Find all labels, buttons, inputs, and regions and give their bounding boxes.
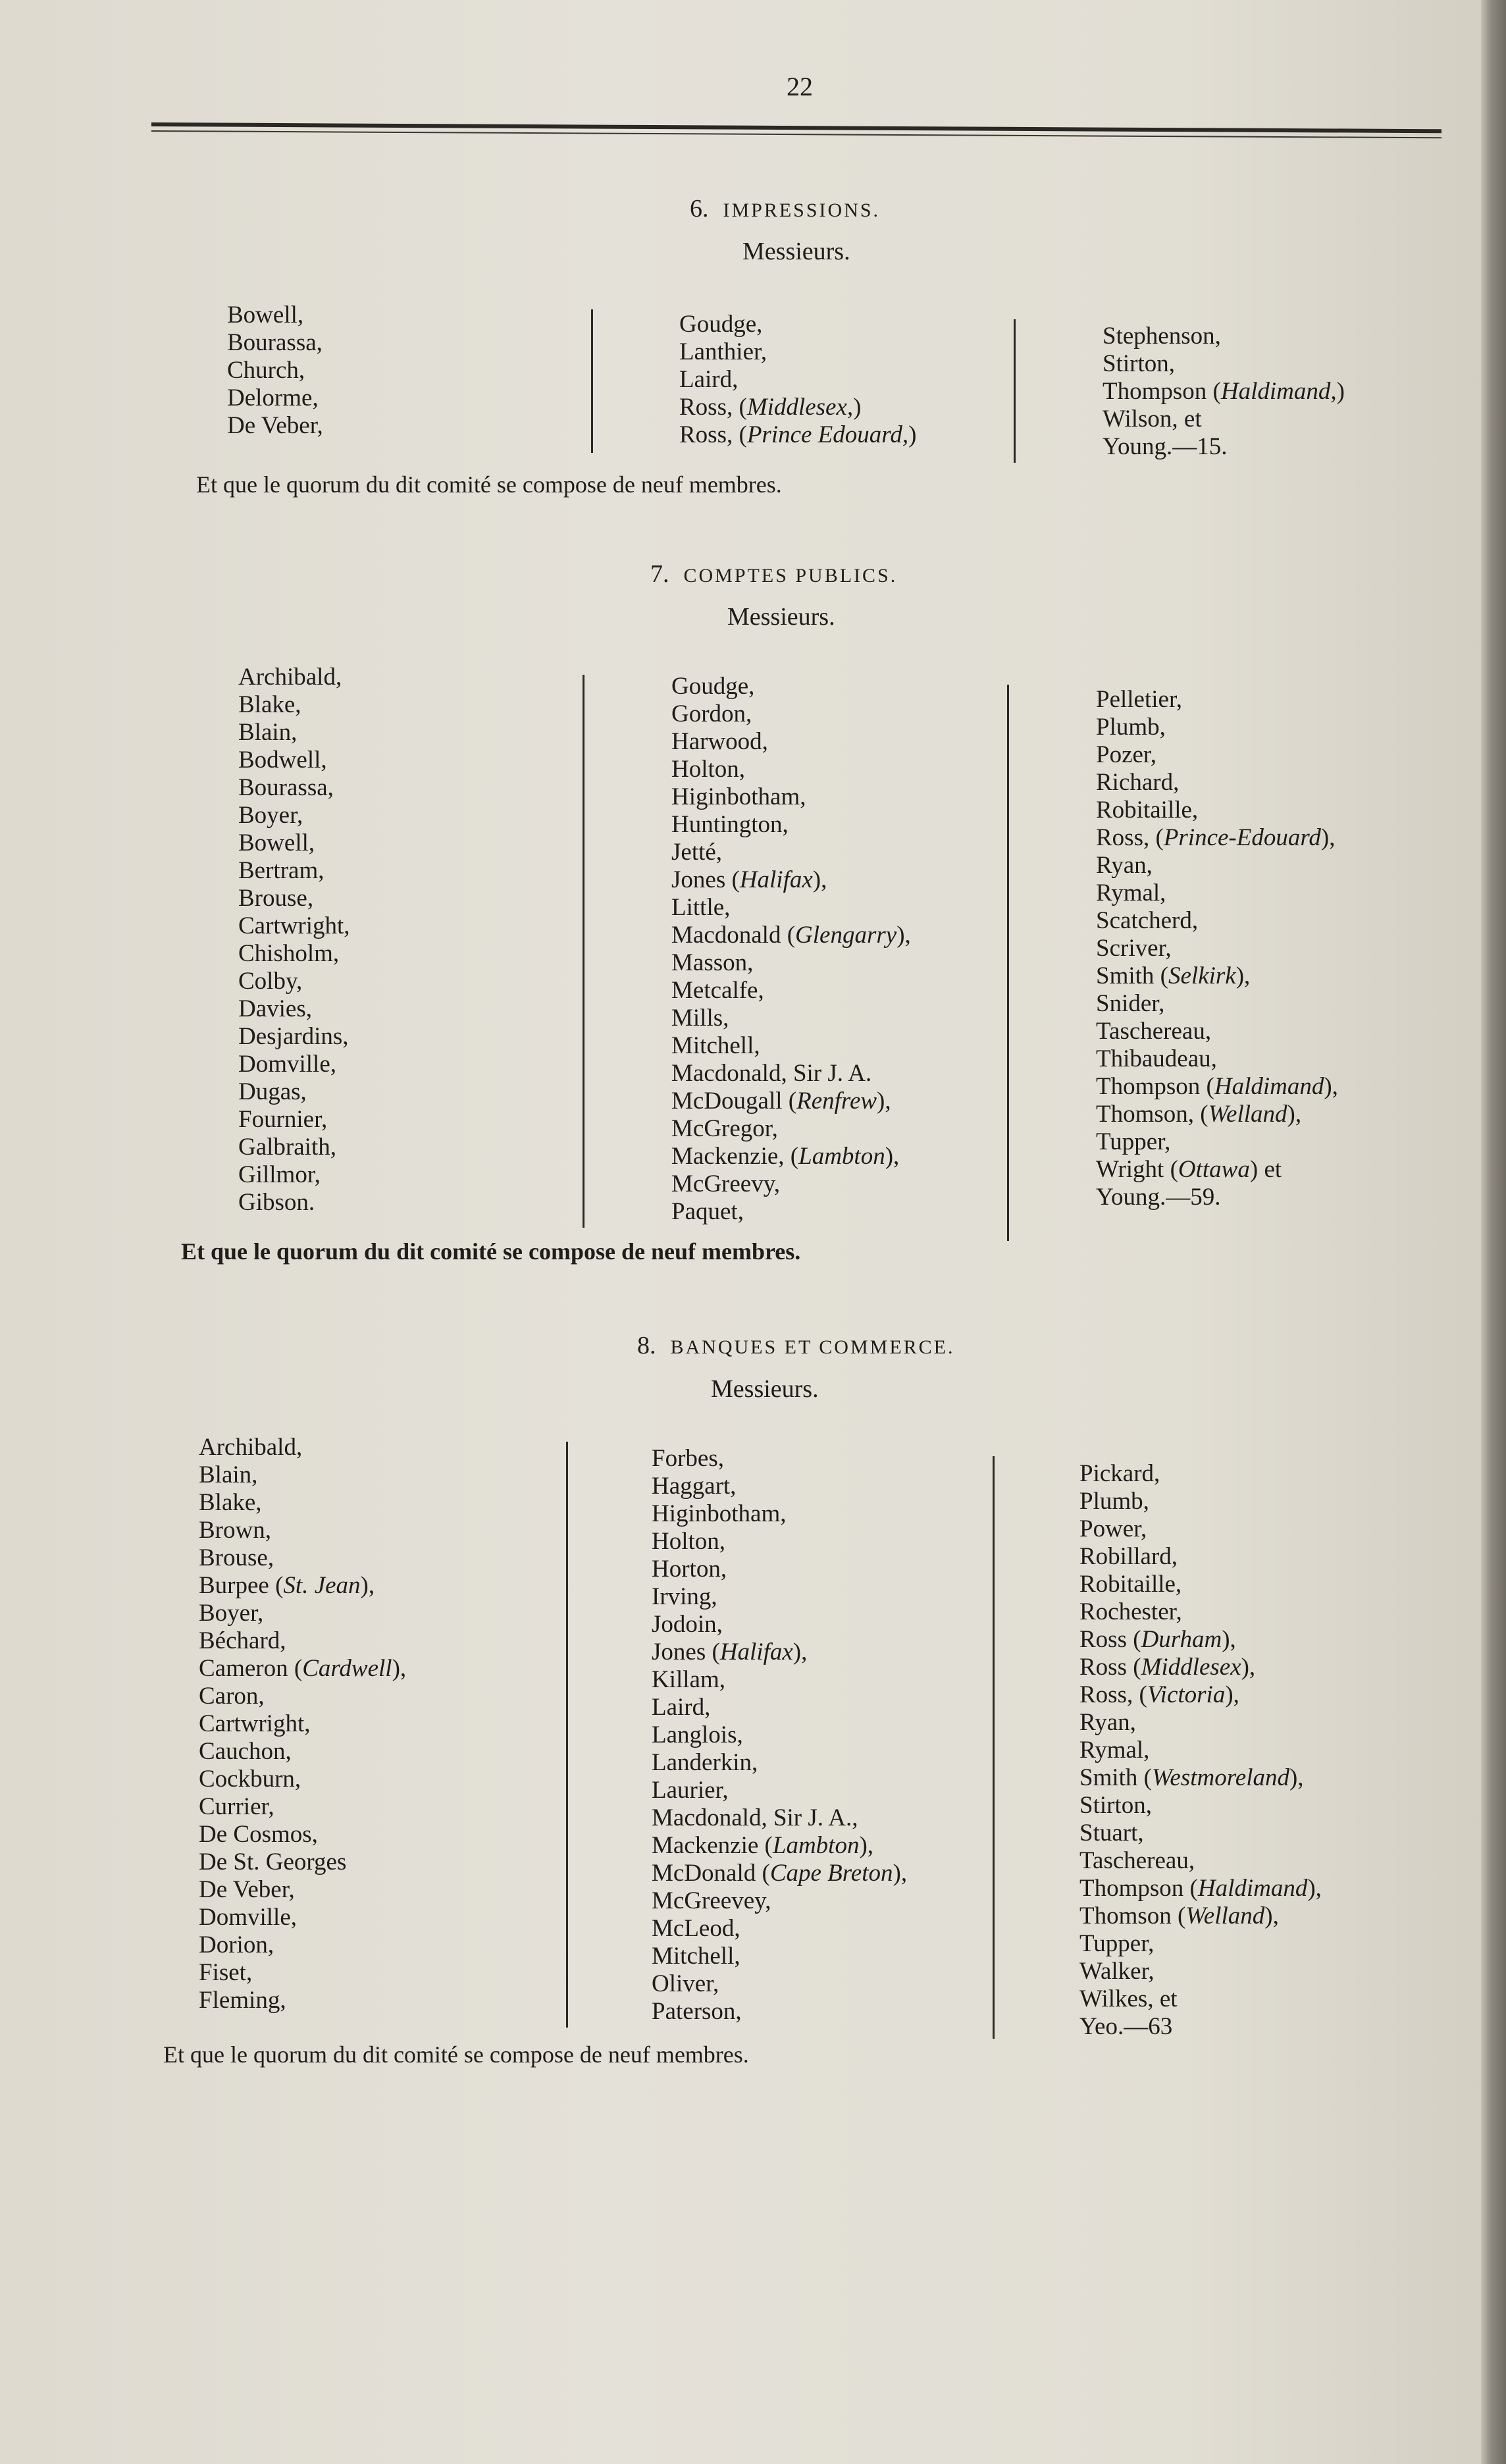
member-name: Wilkes, et [1079, 1985, 1178, 2012]
member-name: Domville, [238, 1051, 337, 1078]
member-name: Goudge, [679, 311, 763, 338]
member-name: De Cosmos, [199, 1821, 318, 1848]
member-name: Boyer, [238, 802, 303, 829]
column-divider [993, 1456, 995, 2039]
member-name: Mackenzie, (Lambton), [671, 1143, 900, 1170]
member-name: Power, [1079, 1515, 1147, 1542]
member-name: Robitaille, [1096, 797, 1199, 824]
member-name: Cauchon, [199, 1738, 292, 1765]
member-name: Taschereau, [1079, 1847, 1195, 1874]
member-name: McGreevey, [652, 1887, 771, 1914]
member-name: Desjardins, [238, 1023, 349, 1050]
member-column-2 [652, 1445, 907, 2026]
member-name: Church, [227, 357, 305, 384]
member-name: Brown, [199, 1517, 271, 1544]
member-name: Tupper, [1096, 1128, 1171, 1155]
section-title: IMPRESSIONS. [723, 199, 881, 221]
section-heading [637, 1331, 954, 1360]
member-name: Smith (Selkirk), [1096, 962, 1251, 989]
page-number: 22 [787, 72, 813, 101]
member-name: Holton, [671, 756, 746, 783]
member-name: Cartwright, [238, 912, 350, 939]
member-name: Yeo.—63 [1079, 2013, 1173, 2040]
member-name: Burpee (St. Jean), [199, 1572, 375, 1599]
member-name: Ryan, [1096, 852, 1153, 879]
member-name: Archibald, [199, 1434, 303, 1461]
member-name: McDougall (Renfrew), [671, 1088, 891, 1114]
member-name: Masson, [671, 949, 754, 976]
member-name: Gillmor, [238, 1161, 321, 1188]
messieurs-label: Messieurs. [727, 603, 835, 631]
member-name: Gordon, [671, 700, 752, 727]
member-name: Wright (Ottawa) et [1096, 1156, 1282, 1183]
member-column-1 [227, 301, 323, 440]
section-title: BANQUES ET COMMERCE. [670, 1336, 955, 1358]
member-name: Bodwell, [238, 747, 327, 773]
member-name: Currier, [199, 1793, 274, 1820]
member-name: Richard, [1096, 769, 1180, 796]
member-name: Holton, [652, 1528, 726, 1555]
member-name: Domville, [199, 1904, 298, 1931]
section-number: 8. [637, 1332, 656, 1359]
member-name: McDonald (Cape Breton), [652, 1860, 908, 1887]
member-name: De Veber, [227, 412, 323, 439]
member-name: Macdonald (Glengarry), [671, 922, 911, 949]
member-name: Harwood, [671, 728, 768, 755]
member-name: Fournier, [238, 1106, 328, 1133]
member-name: Taschereau, [1096, 1018, 1212, 1045]
member-name: Haggart, [652, 1473, 737, 1500]
member-name: Irving, [652, 1583, 717, 1610]
member-name: Davies, [238, 995, 312, 1022]
member-name: Blain, [199, 1461, 258, 1488]
member-name: Ross (Durham), [1079, 1626, 1236, 1653]
member-column-3 [1079, 1460, 1322, 2041]
member-name: Ross (Middlesex), [1079, 1654, 1256, 1681]
member-column-3 [1096, 686, 1338, 1211]
member-name: Mackenzie (Lambton), [652, 1832, 874, 1859]
member-name: Robillard, [1079, 1543, 1178, 1570]
member-name: Macdonald, Sir J. A., [652, 1804, 858, 1831]
column-divider [1014, 319, 1016, 463]
member-name: Blain, [238, 719, 298, 746]
member-name: Thompson (Haldimand), [1096, 1073, 1338, 1100]
quorum-note: Et que le quorum du dit comité se compose de neuf membres. [196, 471, 782, 498]
member-name: Bourassa, [238, 774, 334, 801]
member-name: Dugas, [238, 1078, 307, 1105]
member-name: Rochester, [1079, 1598, 1182, 1625]
member-name: Walker, [1079, 1958, 1155, 1985]
member-name: Paterson, [652, 1998, 742, 2025]
member-name: Stirton, [1079, 1792, 1152, 1819]
member-name: De St. Georges [199, 1848, 347, 1875]
member-name: Cameron (Cardwell), [199, 1655, 407, 1682]
member-column-3 [1103, 323, 1345, 461]
quorum-text: Et que le quorum du dit comité se compose de neuf membres. [181, 1238, 801, 1265]
member-name: Stuart, [1079, 1820, 1144, 1847]
member-name: De Veber, [199, 1876, 295, 1903]
member-name: Thomson, (Welland), [1096, 1101, 1302, 1128]
section-number: 6. [690, 195, 709, 223]
quorum-note: Et que le quorum du dit comité se compose de neuf membres. [163, 2041, 749, 2068]
quorum-note [181, 1238, 800, 1265]
member-name: Thompson (Haldimand), [1079, 1875, 1322, 1902]
member-name: Killam, [652, 1666, 726, 1693]
messieurs-label: Messieurs. [711, 1375, 819, 1403]
column-divider [1007, 685, 1009, 1241]
member-name: Fleming, [199, 1987, 286, 2014]
member-column-1 [238, 664, 350, 1217]
member-name: Young.—15. [1103, 433, 1228, 460]
member-name: Horton, [652, 1556, 727, 1583]
member-name: Stephenson, [1103, 323, 1221, 350]
member-name: Rymal, [1096, 879, 1166, 906]
member-name: Plumb, [1079, 1488, 1149, 1515]
member-name: Archibald, [238, 664, 342, 691]
member-name: McGreevy, [671, 1170, 781, 1197]
member-name: Ross, (Prince Edouard,) [679, 421, 917, 448]
member-column-2 [671, 673, 911, 1226]
member-name: Caron, [199, 1683, 265, 1710]
member-name: Pelletier, [1096, 686, 1183, 713]
member-name: Laird, [679, 366, 739, 393]
member-name: Little, [671, 894, 731, 921]
member-name: Bertram, [238, 857, 325, 884]
member-name: Tupper, [1079, 1930, 1155, 1957]
member-name: Mitchell, [671, 1032, 760, 1059]
member-name: Ross, (Middlesex,) [679, 394, 862, 421]
member-name: Thomson (Welland), [1079, 1902, 1279, 1929]
member-name: Chisholm, [238, 940, 340, 967]
member-name: Thompson (Haldimand,) [1103, 378, 1345, 405]
member-name: Metcalfe, [671, 977, 764, 1004]
member-name: Dorion, [199, 1931, 274, 1958]
member-name: Ross, (Victoria), [1079, 1681, 1239, 1708]
member-name: Galbraith, [238, 1134, 336, 1161]
member-name: Colby, [238, 968, 303, 995]
member-column-2 [679, 311, 916, 449]
member-name: Plumb, [1096, 714, 1166, 741]
member-name: Wilson, et [1103, 406, 1202, 433]
member-name: Macdonald, Sir J. A. [671, 1060, 872, 1087]
member-name: Brouse, [238, 885, 314, 912]
member-column-1 [199, 1434, 406, 2014]
member-name: Brouse, [199, 1544, 274, 1571]
member-name: Cockburn, [199, 1766, 301, 1793]
member-name: Smith (Westmoreland), [1079, 1764, 1304, 1791]
member-name: Rymal, [1079, 1737, 1150, 1764]
member-name: Bourassa, [227, 329, 323, 356]
column-divider [591, 309, 593, 453]
member-name: Bowell, [227, 301, 304, 328]
member-name: Gibson. [238, 1189, 315, 1216]
member-name: Landerkin, [652, 1749, 758, 1776]
member-name: Young.—59. [1096, 1184, 1221, 1211]
member-name: Scriver, [1096, 935, 1172, 962]
member-name: Paquet, [671, 1198, 744, 1225]
member-name: Forbes, [652, 1445, 724, 1472]
column-divider [583, 675, 584, 1228]
member-name: Cartwright, [199, 1710, 311, 1737]
member-name: Pickard, [1079, 1460, 1160, 1487]
member-name: Pozer, [1096, 741, 1157, 768]
column-divider [566, 1442, 568, 2028]
page-edge [1481, 0, 1506, 2464]
member-name: Delorme, [227, 384, 319, 411]
member-name: Béchard, [199, 1627, 286, 1654]
member-name: Huntington, [671, 811, 789, 838]
member-name: Langlois, [652, 1721, 743, 1748]
messieurs-label: Messieurs. [742, 238, 850, 265]
member-name: Blake, [199, 1489, 262, 1516]
member-name: Jodoin, [652, 1611, 723, 1638]
member-name: Blake, [238, 691, 301, 718]
member-name: Laird, [652, 1694, 711, 1721]
member-name: Ross, (Prince-Edouard), [1096, 824, 1336, 851]
section-number: 7. [650, 560, 669, 588]
member-name: Higinbotham, [652, 1500, 787, 1527]
member-name: McLeod, [652, 1915, 740, 1942]
member-name: Oliver, [652, 1970, 719, 1997]
member-name: Higinbotham, [671, 783, 806, 810]
section-heading [650, 560, 897, 589]
section-heading [690, 194, 880, 223]
member-name: Goudge, [671, 673, 755, 700]
member-name: Jetté, [671, 839, 723, 866]
member-name: Lanthier, [679, 338, 767, 365]
member-name: Thibaudeau, [1096, 1045, 1217, 1072]
member-name: Robitaille, [1079, 1571, 1182, 1598]
member-name: Scatcherd, [1096, 907, 1199, 934]
member-name: Ryan, [1079, 1709, 1136, 1736]
member-name: Jones (Halifax), [652, 1638, 808, 1665]
member-name: Fiset, [199, 1959, 253, 1986]
member-name: Stirton, [1103, 350, 1175, 377]
member-name: McGregor, [671, 1115, 778, 1142]
member-name: Jones (Halifax), [671, 866, 827, 893]
member-name: Bowell, [238, 829, 315, 856]
member-name: Mills, [671, 1005, 729, 1032]
member-name: Laurier, [652, 1777, 729, 1804]
member-name: Boyer, [199, 1600, 264, 1627]
member-name: Snider, [1096, 990, 1165, 1017]
member-name: Mitchell, [652, 1943, 740, 1970]
section-title: COMPTES PUBLICS. [683, 565, 898, 587]
